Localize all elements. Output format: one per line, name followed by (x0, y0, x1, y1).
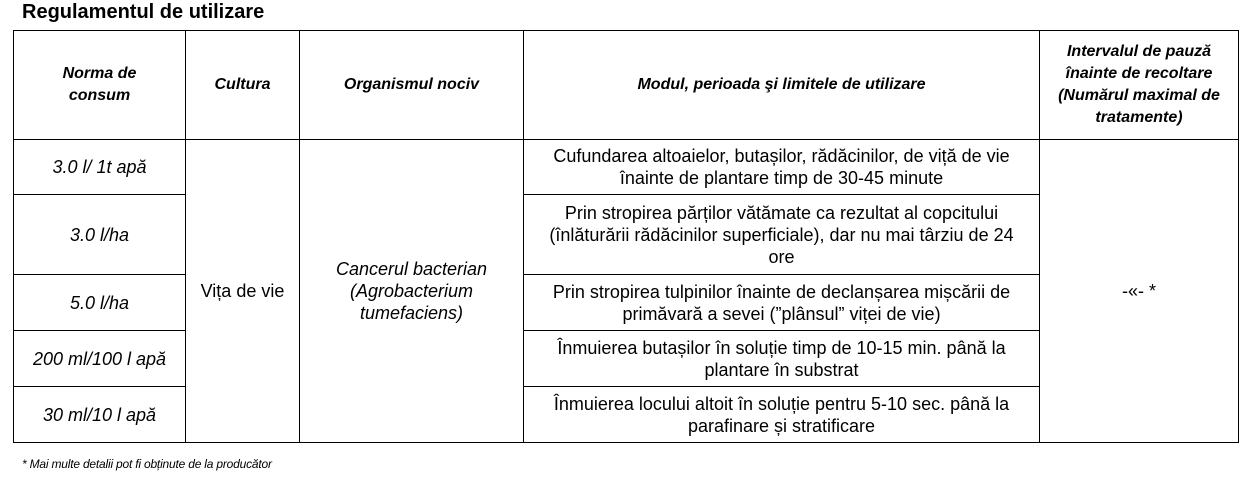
header-modul: Modul, perioada şi limitele de utilizare (524, 31, 1040, 140)
norma-cell: 30 ml/10 l apă (14, 387, 186, 443)
norma-cell: 3.0 l/ha (14, 195, 186, 275)
cultura-cell: Vița de vie (186, 140, 300, 443)
header-organism: Organismul nociv (300, 31, 524, 140)
header-interval: Intervalul de pauză înainte de recoltare (Numărul maximal de tratamente) (1040, 31, 1239, 140)
modul-cell: Înmuierea butașilor în soluție timp de 10-15 min. până la plantare în substrat (524, 331, 1040, 387)
organism-latin-name: (Agrobacterium tumefaciens) (349, 281, 474, 323)
page-title: Regulamentul de utilizare (22, 1, 265, 23)
table-row (14, 140, 1239, 195)
organism-common-name: Cancerul bacterian (335, 259, 488, 279)
header-cultura: Cultura (186, 31, 300, 140)
modul-cell: Înmuierea locului altoit în soluție pentru 5-10 sec. până la parafinare și stratificare (524, 387, 1040, 443)
modul-cell: Prin stropirea părților vătămate ca rezultat al copcitului (înlăturării rădăcinilor superficiale), dar nu mai târziu de 24 ore (524, 195, 1040, 275)
norma-cell: 200 ml/100 l apă (14, 331, 186, 387)
norma-cell: 3.0 l/ 1t apă (14, 140, 186, 195)
modul-cell: Prin stropirea tulpinilor înainte de declanșarea mișcării de primăvară a sevei (”plânsul” viței de vie) (524, 275, 1040, 331)
usage-regulation-table (13, 30, 1239, 443)
table-header-row (14, 31, 1239, 140)
norma-cell: 5.0 l/ha (14, 275, 186, 331)
header-norma: Norma de consum (14, 31, 186, 140)
interval-cell: -«- * (1040, 140, 1239, 443)
footnote: * Mai multe detalii pot fi obținute de la producător (22, 457, 272, 471)
modul-cell: Cufundarea altoaielor, butașilor, rădăcinilor, de viță de vie înainte de plantare timp de 30-45 minute (524, 140, 1040, 195)
organism-cell (300, 140, 524, 443)
